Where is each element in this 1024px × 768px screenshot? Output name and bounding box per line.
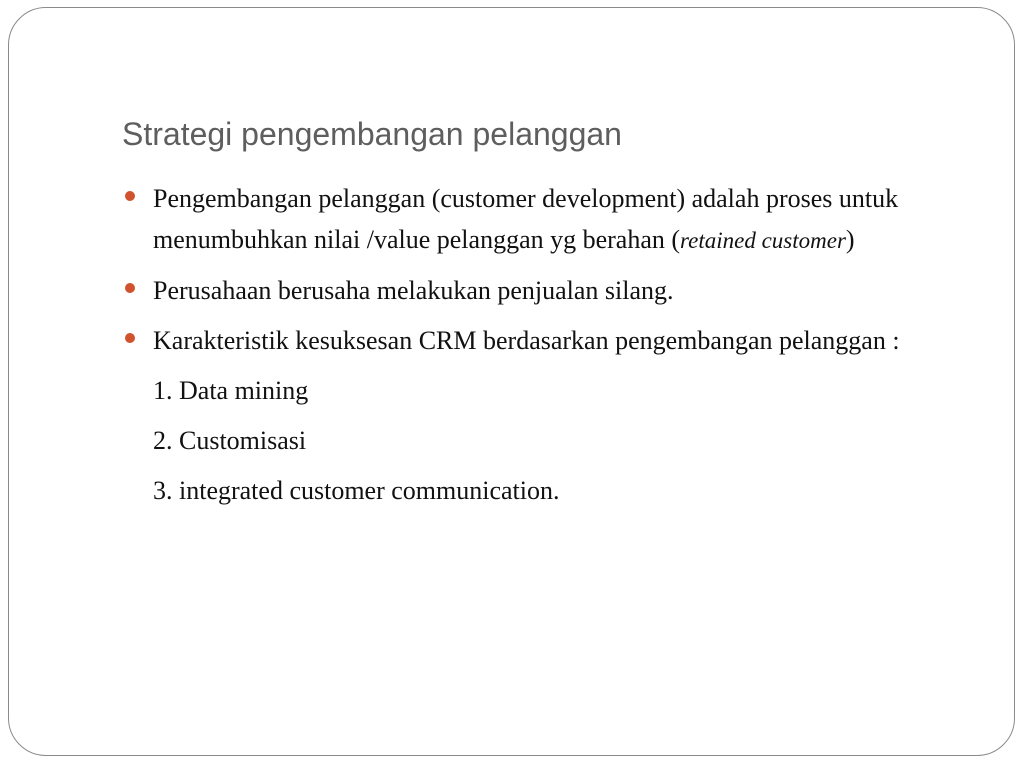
bullet-text: Perusahaan berusaha melakukan penjualan silang. [153, 276, 674, 305]
bullet-text-tail: ) [845, 225, 855, 254]
bullet-italic-text: retained customer [680, 228, 846, 253]
numbered-item: 1. Data mining [153, 376, 309, 405]
bullet-item [122, 178, 967, 261]
slide-frame [8, 7, 1015, 756]
bullet-text: Pengembangan pelanggan (customer development) adalah proses untuk menumbuhkan nilai /value pelanggan yg berahan ( [153, 184, 899, 254]
bullet-item [122, 320, 967, 361]
bullet-item [122, 270, 967, 311]
numbered-item: 3. integrated customer communication. [153, 476, 560, 505]
slide-body [122, 178, 967, 520]
numbered-item: 2. Customisasi [153, 426, 307, 455]
bullet-text: Karakteristik kesuksesan CRM berdasarkan pengembangan pelanggan : [153, 326, 900, 355]
slide-title: Strategi pengembangan pelanggan [122, 116, 622, 152]
